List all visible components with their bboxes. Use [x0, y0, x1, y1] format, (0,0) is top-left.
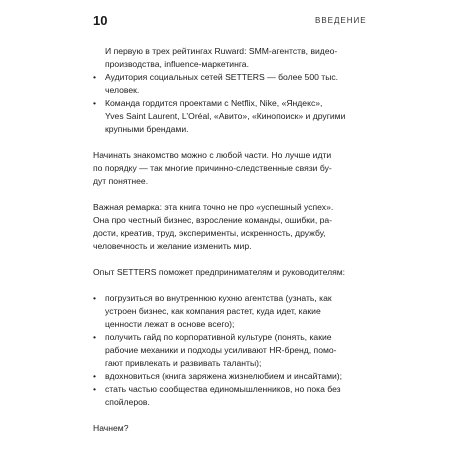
- text-line: крупными брендами.: [105, 124, 189, 134]
- bullet-icon: •: [93, 98, 97, 108]
- list-item: [93, 370, 358, 383]
- closing-question: [93, 422, 358, 435]
- text-line: спойлеров.: [105, 397, 150, 407]
- paragraph: [93, 266, 358, 279]
- list-item: [93, 383, 358, 409]
- text-line: человечность и желание изменить мир.: [93, 241, 252, 251]
- text-line: Команда гордится проектами с Netflix, Nike, «Яндекс»,: [105, 98, 323, 108]
- text-line: Yves Saint Laurent, L’Oréal, «Авито», «Кинопоиск» и другими: [105, 111, 346, 121]
- list-item: [93, 292, 358, 331]
- text-line: И первую в трех рейтингах Ruward: SMM-агентств, видео-: [105, 46, 338, 56]
- bullet-icon: •: [93, 293, 97, 303]
- text-line: устроен бизнес, как компания растет, куда идет, какие: [105, 306, 321, 316]
- bullet-icon: •: [93, 384, 97, 394]
- text-line: Она про честный бизнес, взросление команды, ошибки, ра-: [93, 215, 333, 225]
- text-line: погрузиться во внутреннюю кухню агентства (узнать, как: [105, 293, 332, 303]
- text-line: ценности лежат в основе всего);: [105, 319, 235, 329]
- paragraph-gap: [93, 136, 358, 149]
- text-line: стать частью сообщества единомышленников, но пока без: [105, 384, 341, 394]
- paragraph: [93, 149, 358, 188]
- text-line: Опыт SETTERS поможет предпринимателям и руководителям:: [93, 267, 346, 277]
- text-line: вдохновиться (книга заряжена жизнелюбием и инсайтами);: [105, 371, 343, 381]
- paragraph: [93, 201, 358, 253]
- list-item: [93, 97, 358, 136]
- text-line: человек.: [105, 85, 140, 95]
- text-line: дут понятнее.: [93, 176, 149, 186]
- text-line: производства, influence-маркетинга.: [105, 59, 249, 69]
- text-line: рабочие механики и подходы усиливают HR-бренд, помо-: [105, 345, 337, 355]
- text-line: Начнем?: [93, 423, 129, 433]
- list-item: [93, 71, 358, 97]
- text-line: Начинать знакомство можно с любой части. Но лучше идти: [93, 150, 332, 160]
- page-body: [93, 45, 358, 435]
- paragraph-gap: [93, 409, 358, 422]
- paragraph-gap: [93, 253, 358, 266]
- text-line: получить гайд по корпоративной культуре (понять, какие: [105, 332, 332, 342]
- continuation-block: [93, 45, 358, 71]
- text-line: дости, креатив, труд, эксперименты, искренность, дружбу,: [93, 228, 326, 238]
- bullet-icon: •: [93, 332, 97, 342]
- text-line: гают привлекать и развивать таланты);: [105, 358, 262, 368]
- paragraph-gap: [93, 279, 358, 292]
- page-number: 10: [93, 13, 108, 28]
- list-item: [93, 331, 358, 370]
- running-header: ВВЕДЕНИЕ: [315, 16, 367, 25]
- text-line: по порядку — так многие причинно-следственные связи бу-: [93, 163, 332, 173]
- paragraph-gap: [93, 188, 358, 201]
- bullet-icon: •: [93, 371, 97, 381]
- text-line: Важная ремарка: эта книга точно не про «успешный успех».: [93, 202, 334, 212]
- text-line: Аудитория социальных сетей SETTERS — более 500 тыс.: [105, 72, 339, 82]
- bullet-icon: •: [93, 72, 97, 82]
